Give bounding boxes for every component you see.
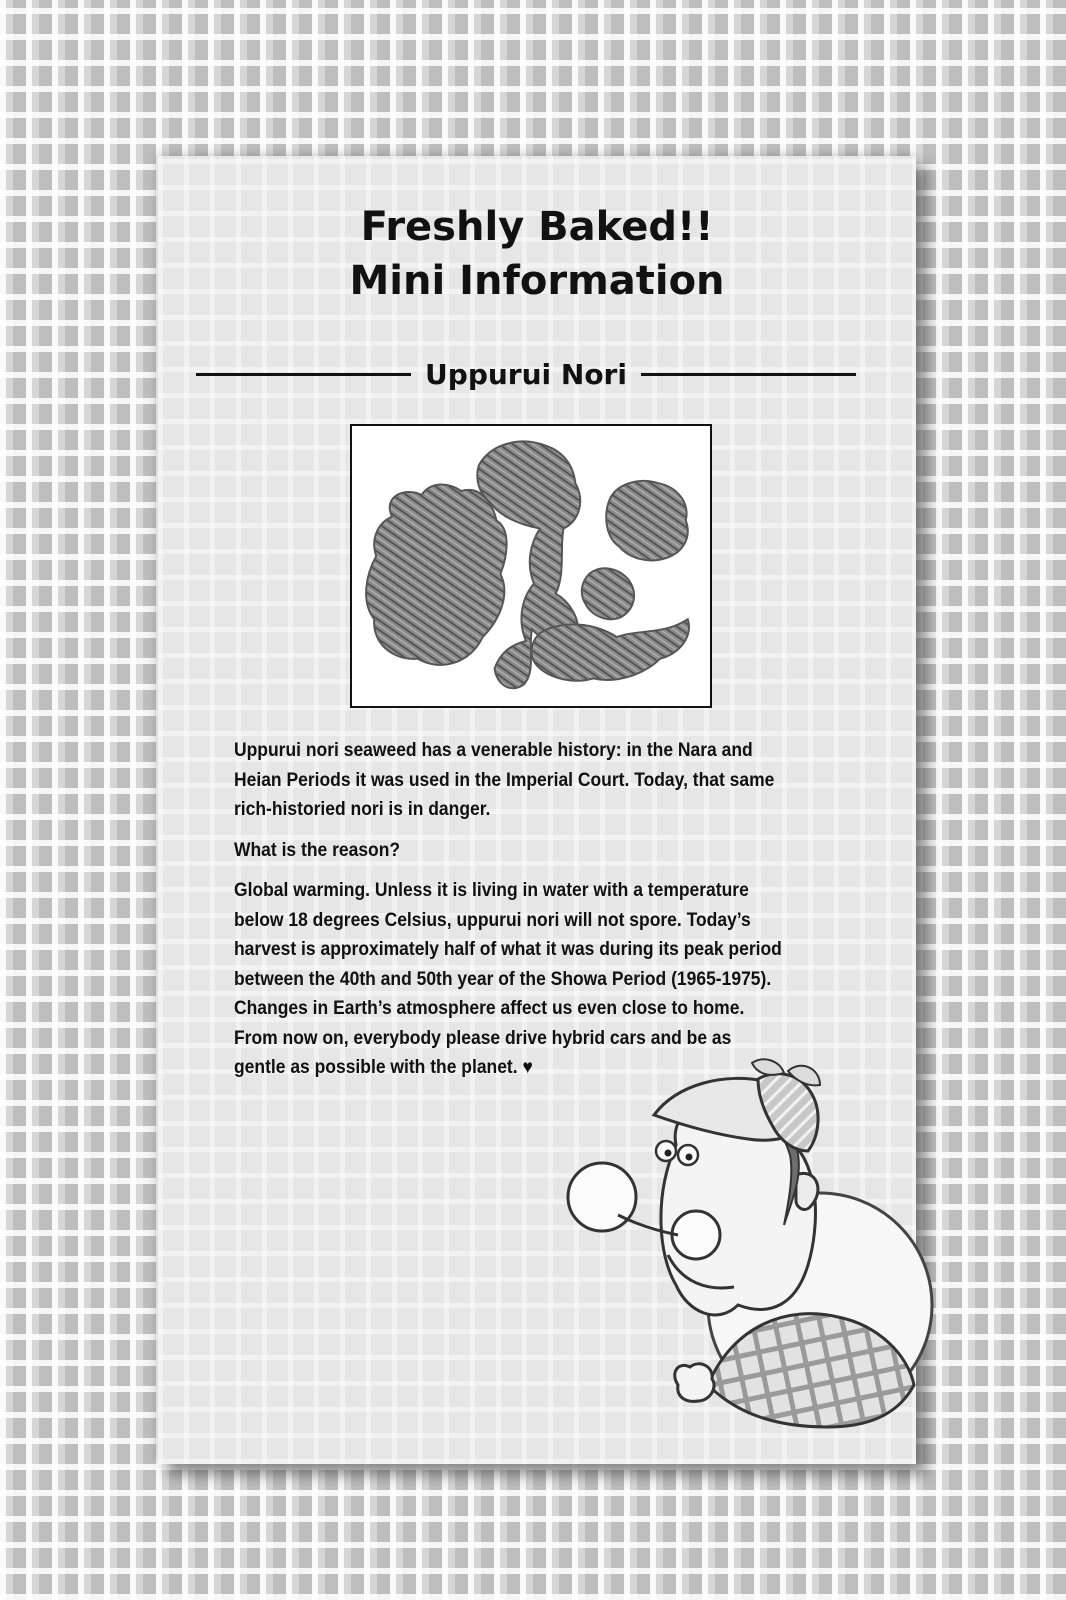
paragraph-question: What is the reason?: [234, 839, 401, 861]
seaweed-illustration: [352, 426, 710, 706]
mascot-illustration: [558, 1055, 928, 1455]
page-title: [158, 200, 916, 308]
divider-right: [641, 373, 856, 376]
section-heading: [196, 356, 856, 392]
article-body: [234, 736, 786, 1094]
paragraph-answer: Global warming. Unless it is living in water with a temperature below 18 degrees Celsius, uppurui nori will not spore. Today’s harvest is approximately half of what it was during its peak period between the 40th and 50th year of the Showa Period (1965-1975). Changes in Earth’s atmosphere affect us even close to home. From now on, everybody please drive hybrid cars and be as gentle as possible with the planet. ♥: [234, 880, 782, 1078]
divider-left: [196, 373, 411, 376]
seaweed-photo: [350, 424, 712, 708]
mascot-character: [558, 1055, 928, 1455]
title-line-1: Freshly Baked!!: [360, 204, 714, 250]
section-title: Uppurui Nori: [425, 357, 627, 391]
title-line-2: Mini Information: [349, 258, 725, 304]
paragraph-history: Uppurui nori seaweed has a venerable history: in the Nara and Heian Periods it was used in the Imperial Court. Today, that same rich-historied nori is in danger.: [234, 740, 775, 820]
